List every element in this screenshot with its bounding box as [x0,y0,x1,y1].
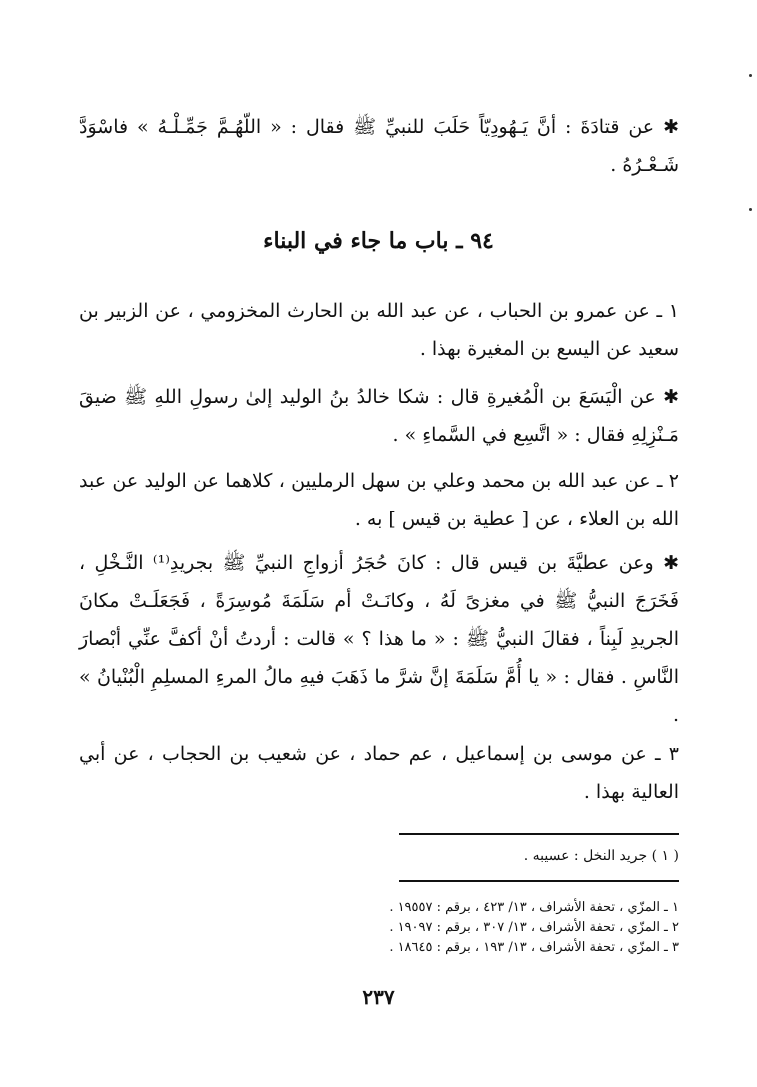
footnote-divider [399,833,679,835]
isnad-1: ١ ـ عن عمرو بن الحباب ، عن عبد الله بن الحارث المخزومي ، عن الزبير بن سعيد عن اليسع بن المغيرة بهذا . [79,300,679,360]
isnad-3: ٣ ـ عن موسى بن إسماعيل ، عم حماد ، عن شعيب بن الحجاب ، عن أبي العالية بهذا . [79,743,679,803]
reference-item: ٢ ـ المزّي ، تحفة الأشراف ، ١٣/ ٣٠٧ ، برقم : ١٩٠٩٧ . [389,920,679,935]
footnote-text: ( ١ ) جريد النخل : عسيبه . [523,848,679,864]
reference-item: ٣ ـ المزّي ، تحفة الأشراف ، ١٣/ ١٩٣ ، برقم : ١٨٦٤٥ . [389,940,679,955]
chapter-heading: ٩٤ ـ باب ما جاء في البناء [263,228,494,254]
hadith-yasa: ✱ عن الْيَسَعَ بن الْمُغيرةِ قال : شكا خالدُ بنُ الوليد إلىٰ رسولِ اللهِ ﷺ ضيقَ مَـنْزِلِهِ فقال : « اتَّسِع في السَّماءِ » . [79,386,679,446]
page-number: ٢٣٧ [362,985,395,1009]
references-divider [399,880,679,882]
hadith-atiyya: ✱ وعن عطيَّةَ بن قيس قال : كانَ حُجَرُ أزواجِ النبيِّ ﷺ بجريدِ⁽¹⁾ النَّـخْلِ ، فَخَرَجَ النبيُّ ﷺ في مغزىً لَهُ ، وكانَـتْ أم سَلَمَةَ مُوسِرَةً ، فَجَعَلَـتْ مكانَ الجريدِ لَبِناً ، فقالَ النبيُّ ﷺ : « ما هذا ؟ » قالت : أردتُ أنْ أكفَّ عنِّي أبْصارَ النَّاسِ . فقال : « يا أُمَّ سَلَمَةَ إنَّ شرَّ ما ذَهَبَ فيهِ مالُ المرءِ المسلِمِ الْبُنْيانُ » . [79,552,679,726]
isnad-2: ٢ ـ عن عبد الله بن محمد وعلي بن سهل الرمليين ، كلاهما عن الوليد عن عبد الله بن العلاء ، عن [ عطية بن قيس ] به . [79,470,679,530]
reference-item: ١ ـ المزّي ، تحفة الأشراف ، ١٣/ ٤٢٣ ، برقم : ١٩٥٥٧ . [389,900,679,915]
margin-speck [749,208,752,211]
references-list [79,898,679,958]
hadith-qatada: ✱ عن قتادَةَ : أنَّ يَـهُودِيّاً حَلَبَ للنبيِّ ﷺ فقال : « اللّهُـمَّ جَمِّـلْـهُ » فاسْوَدَّ شَـعْـرُهُ . [79,116,679,176]
margin-speck [749,74,752,77]
